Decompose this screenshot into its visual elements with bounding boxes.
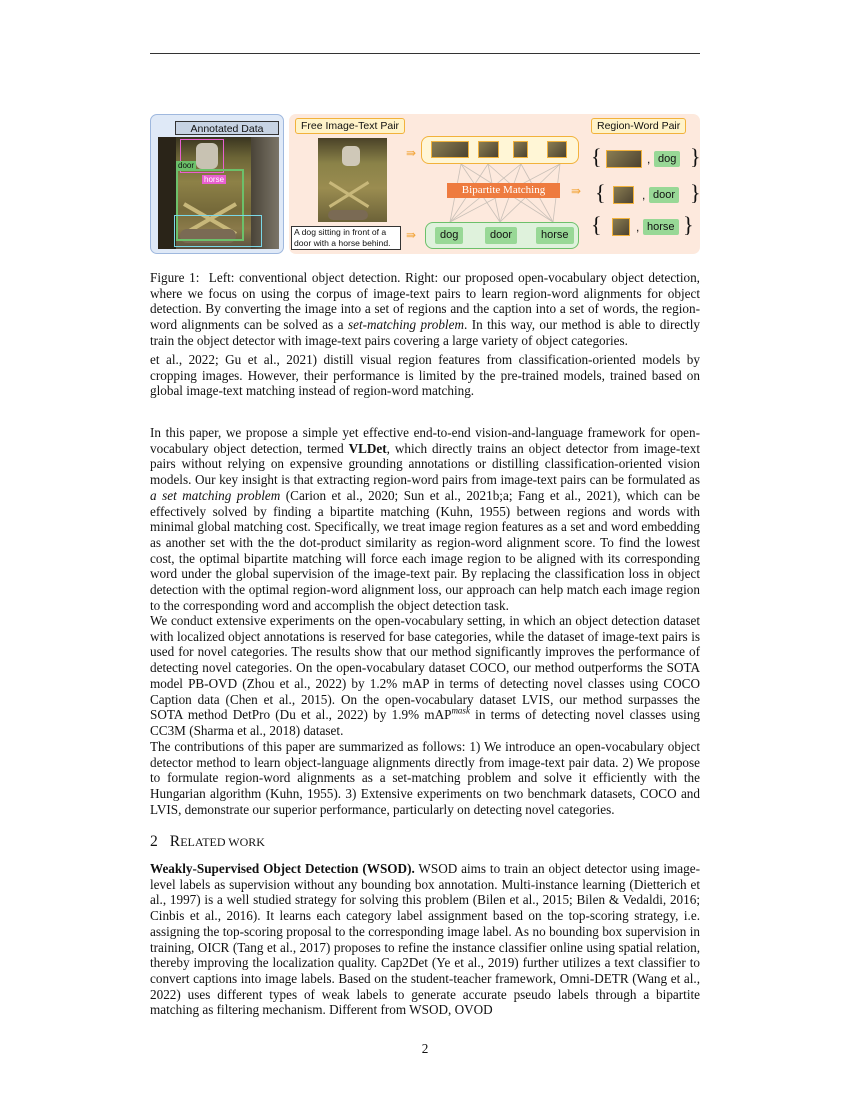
paragraph-1: et al., 2022; Gu et al., 2021) distill visual region features from classification-oriented models by cropping images. However, their performance is limited by the pre-trained models, trained based on global image-text matching instead of region-word matching. (150, 352, 700, 399)
region-crop-door (478, 141, 499, 158)
region-crop-horse (513, 141, 528, 158)
pair-dog: { , dog } (591, 144, 701, 169)
pair-door: { , door } (595, 180, 701, 205)
annotated-data-label: Annotated Data (175, 121, 279, 135)
caption-emphasis: set-matching problem (347, 317, 464, 333)
method-name: VLDet (348, 440, 387, 456)
region-crops-set (421, 136, 579, 164)
paragraph-5: Weakly-Supervised Object Detection (WSOD). WSOD aims to train an object detector using image-level labels as supervision without any bounding box annotation. Multi-instance learning (Dietterich et al., 1997) is a well studied strategy for solving this problem (Bilen et al., 2015; Bilen & Vedaldi, 2016; Cinbis et al., 2016). It learns each category label assignment based on the top-scoring strategy, i.e. assigning the top-scoring proposal to the corresponding image label. As no bounding box supervision in training, OICR (Tang et al., 2017) proposes to refine the instance classifier online using spatial relation, thereby improving the localization quality. Cap2Det (Ye et al., 2019) further utilizes a text classifier to convert captions into image labels. Based on the student-teacher framework, Omni-DETR (Wang et al., 2022) uses different types of weak labels to generate accurate pseudo labels through a bipartite matching as filtering mechanism. Different from WSOD, OVOD (150, 861, 700, 1018)
word-horse: horse (536, 227, 574, 244)
word-dog: dog (435, 227, 463, 244)
arrow-to-regions-icon: ⇛ (406, 146, 417, 160)
paragraph-2: In this paper, we propose a simple yet effective end-to-end vision-and-language framework for open-vocabulary object detection, termed VLDet, which directly trains an object detector from image-text pairs without relying on expensive grounding annotations or distilling classification-oriented vision models. Our key insight is that extracting region-word pairs from image-text pairs can be formulated as a set matching problem (Carion et al., 2020; Sun et al., 2021b;a; Fang et al., 2021), which can be effectively solved by finding a bipartite matching (Kuhn, 1955) between regions and words with minimal global matching cost. Specifically, we treat image region features as a set and word embedding as another set with the the dot-product similarity as region-word alignment score. To find the lowest cost, the optimal bipartite matching will force each image region to be aligned with its corresponding word under the global supervision of the image-text pair. By replacing the classification loss in object detection with the optimal region-word alignment loss, our approach can help match each image region to the corresponding word and accomplish the object detection task. (150, 425, 700, 613)
page-number: 2 (421, 1041, 429, 1056)
caption-tail: . In this way, our method is able to directly train the object detector with image-text pairs covering a large variety of object categories. (150, 317, 700, 348)
caption-words-set (425, 222, 579, 249)
arrow-to-words-icon: ⇛ (406, 228, 417, 242)
horse-box-label: horse (204, 175, 225, 184)
pair-caption: A dog sitting in front of a door with a horse behind. (291, 226, 401, 250)
section-heading: 2 RELATED WORK (150, 833, 265, 850)
figure-1 (150, 114, 700, 254)
header-rule (150, 53, 700, 54)
region-crop-dog (431, 141, 469, 158)
door-box-label: door (178, 161, 195, 170)
caption-prefix: Figure 1: (150, 270, 200, 285)
word-door: door (485, 227, 517, 244)
paragraph-3: We conduct extensive experiments on the open-vocabulary setting, in which an object detection dataset with localized object annotations is reserved for base categories, while the dataset of image-text pairs is used for novel categories. The results show that our method significantly improves the performance of detecting novel categories. On the open-vocabulary dataset COCO, our method outperforms the SOTA model PB-OVD (Zhou et al., 2022) by 1.2% mAP in terms of detecting novel classes using COCO Caption data (Chen et al., 2015). On the open-vocabulary dataset LVIS, our method surpasses the SOTA method DetPro (Du et al., 2022) by 1.9% mAP$^{mask}$ in terms of detecting novel classes using CC3M (Sharma et al., 2018) dataset. (150, 613, 701, 738)
region-word-label: Region-Word Pair (591, 118, 686, 134)
free-pair-label: Free Image-Text Pair (295, 118, 405, 134)
caption-body: Left: conventional object detection. Right: our proposed open-vocabulary object detection, where we focus on using the corpus of image-text pairs to learn region-word alignments for object detection. By converting the image into a set of regions and the caption into a set of words, the region-word alignments can be solved as a (150, 270, 700, 333)
bipartite-matching-label: Bipartite Matching (447, 183, 560, 198)
paragraph-4: The contributions of this paper are summarized as follows: 1) We introduce an open-vocabulary object detector method to learn object-language alignments directly from image-text pair data. 2) We propose to formulate region-word alignments as a set-matching problem and solve it efficiently with the Hungarian algorithm (Kuhn, 1955). 3) Extensive experiments on two benchmark datasets, COCO and LVIS, demonstrate our superior performance, particularly on detecting novel categories. (150, 739, 700, 817)
figure-caption (150, 270, 700, 349)
pair-horse: { , horse } (591, 212, 694, 237)
region-crop-extra (547, 141, 567, 158)
wsod-heading: Weakly-Supervised Object Detection (WSOD). (150, 861, 415, 876)
arrow-to-pairs-icon: ⇛ (571, 184, 582, 198)
